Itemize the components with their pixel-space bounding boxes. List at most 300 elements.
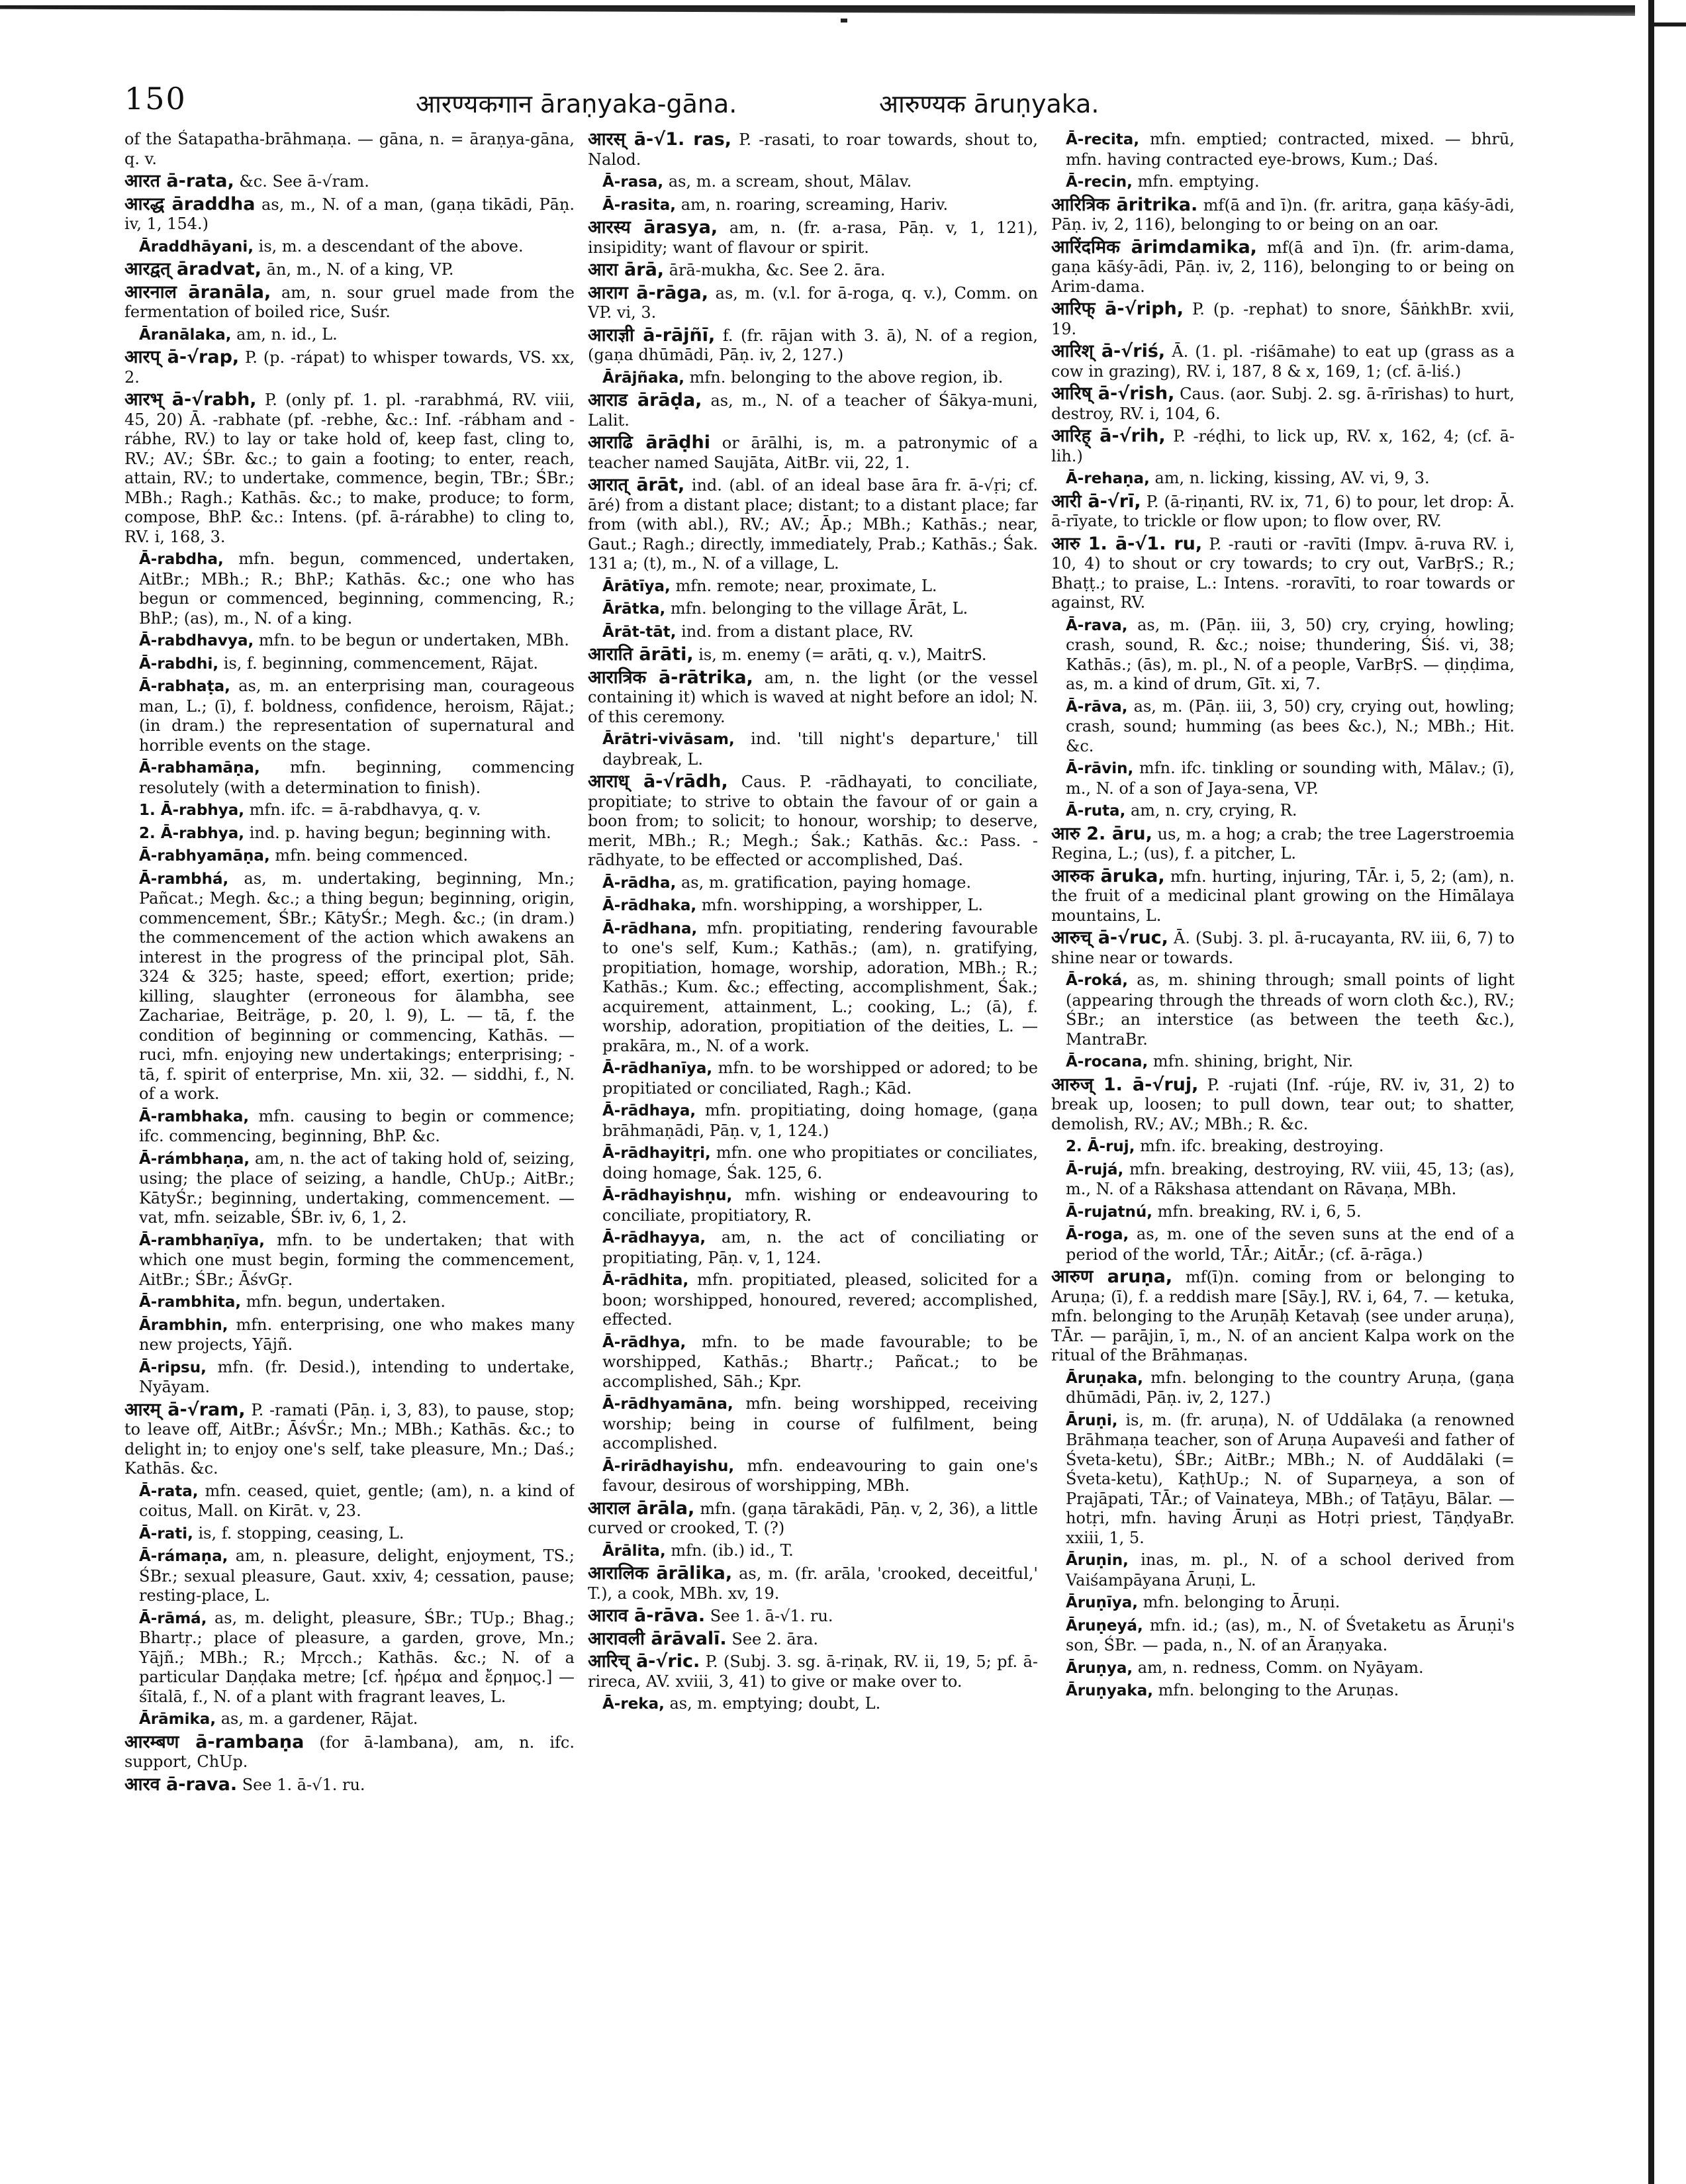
entry-definition: P. -rasati, to roar towards, shout to, Nalod. (588, 130, 1038, 169)
dictionary-subentry (1051, 130, 1515, 169)
entry-headword: Ā-rasita, (602, 196, 677, 214)
entry-definition: as, m., N. of a man, (gaṇa tikādi, Pāṇ. iv, 1, 154.) (124, 195, 575, 233)
entry-definition: mf(ā and ī)n. (fr. aritra, gaṇa kāśy-ādi, Pāṇ. iv, 2, 116), belonging to or being on an oar. (1051, 195, 1515, 234)
entry-headword: Āruṇin, (1066, 1552, 1129, 1569)
entry-definition: is, f. beginning, commencement, Rājat. (223, 653, 539, 673)
entry-definition: mfn. wishing or endeavouring to conciliate, propitiatory, R. (602, 1186, 1038, 1225)
entry-headword: Ā-rasa, (602, 173, 664, 191)
entry-headword: Ā-rabhyamāṇa, (139, 847, 270, 865)
running-head-right: आरुण्यक āruṇyaka. (879, 89, 1100, 119)
entry-definition: Caus. P. -rādhayati, to conciliate, propitiate; to strive to obtain the favour of or gain a boon from; to solicit; to honour, worship; to deserve, merit, MBh.; R.; Megh.; Śak.; Kathās. &c.: Pass. -rādhyate, to be effected or accomplished, Daś. (588, 773, 1038, 869)
entry-headword: Ā-rambhaṇīya, (139, 1231, 265, 1249)
entry-headword: आराति ārāti, (588, 644, 694, 665)
entry-definition: mfn. being commenced. (275, 846, 469, 865)
entry-headword: Ā-rabhamāṇa, (139, 759, 260, 777)
entry-definition: P. -rujati (Inf. -rúje, RV. iv, 31, 2) to break up, loosen; to pull down, tear out; to shatter, demolish, RV.; AV.; MBh.; R. &c. (1051, 1075, 1515, 1133)
entry-headword: Ārājñaka, (602, 369, 684, 387)
entry-headword: Ā-rāvin, (1066, 760, 1134, 777)
entry-headword: Ā-rādhanīya, (602, 1060, 713, 1077)
entry-definition: am, n. the act of taking hold of, seizing, using; the place of seizing, a handle, ChUp.; AitBr.; KātyŚr.; beginning, undertaking, commencement. — vat, mfn. seizable, ŚBr. iv, 6, 1, 2. (139, 1149, 575, 1227)
entry-definition: as, m. a scream, shout, Mālav. (668, 172, 912, 191)
dictionary-subentry (1051, 759, 1515, 798)
entry-definition: am, n. cry, crying, R. (1130, 801, 1297, 820)
entry-definition: mfn. (gaṇa tārakādi, Pāṇ. v, 2, 36), a little curved or crooked, T. (?) (588, 1499, 1038, 1537)
page-header (124, 78, 1614, 124)
entry-headword: आरी ā-√rī, (1051, 491, 1141, 512)
entry-headword: Ā-reka, (602, 1695, 665, 1713)
column-middle (588, 130, 1038, 2156)
running-head-left: आरण्यकगान āraṇyaka-gāna. (416, 89, 737, 119)
entry-definition: See 1. ā-√1. ru. (242, 1775, 365, 1794)
entry-headword: आरिश् ā-√riś, (1051, 341, 1166, 361)
dictionary-entry (124, 171, 575, 192)
dictionary-subentry (1051, 1137, 1515, 1157)
entry-definition: mfn. ifc. tinkling or sounding with, Mālav.; (ī), m., N. of a son of Jaya-sena, VP. (1066, 759, 1515, 798)
entry-headword: आरात्रिक ā-rātrika, (588, 667, 753, 688)
entry-definition: of the Śatapatha-brāhmaṇa. — gāna, n. = āraṇya-gāna, q. v. (124, 130, 575, 168)
entry-headword: Ā-recita, (1066, 131, 1140, 148)
dictionary-subentry (124, 1231, 575, 1290)
entry-headword: Ā-rehaṇa, (1066, 470, 1150, 487)
dictionary-entry (588, 475, 1038, 574)
entry-headword: Ā-rujá, (1066, 1161, 1124, 1178)
dictionary-subentry (588, 195, 1038, 216)
entry-definition: as, m. one of the seven suns at the end of a period of the world, TĀr.; AitĀr.; (cf. ā-rāga.) (1066, 1225, 1515, 1264)
entry-definition: as, m. (fr. arāla, 'crooked, deceitful,' T.), a cook, MBh. xv, 19. (588, 1564, 1038, 1603)
dictionary-subentry (124, 824, 575, 844)
entry-headword: आरव ā-rava. (124, 1774, 238, 1795)
column-right (1051, 130, 1515, 2156)
dictionary-entry (588, 433, 1038, 473)
entry-definition: mf(ā and ī)n. (fr. arim-dama, gaṇa kāśy-ādi, Pāṇ. iv, 2, 116), belonging to or being on Arim-dama. (1051, 238, 1515, 296)
entry-definition: mfn. begun, undertaken. (246, 1292, 445, 1311)
dictionary-subentry (588, 1186, 1038, 1225)
entry-headword: Āruṇaka, (1066, 1369, 1143, 1387)
dictionary-subentry (124, 1292, 575, 1313)
entry-definition: Ā. (Subj. 3. pl. ā-rucayanta, RV. iii, 6, 7) to shine near or towards. (1051, 929, 1515, 967)
entry-definition: is, m. (fr. aruṇa), N. of Uddālaka (a renowned Brāhmaṇa teacher, son of Aruṇa Aupaveśi and father of Śveta-ketu), ŚBr.; AitBr.; MBh.; N. of Auddālaki (= Śveta-ketu), KaṭhUp.; N. of Suparṇeya, a son of Prajāpati, TĀr.; of Vainateya, MBh.; of Taṭāyu, Bālar. — hotṛi, mfn. having Āruṇi as Hotṛi priest, TāṇḍyaBr. xxiii, 1, 5. (1066, 1410, 1515, 1547)
dictionary-entry (1051, 384, 1515, 424)
entry-headword: Ārālita, (602, 1542, 666, 1560)
entry-definition: as, m. emptying; doubt, L. (669, 1694, 881, 1713)
dictionary-subentry (124, 869, 575, 1104)
page-number: 150 (124, 81, 187, 117)
dictionary-subentry (124, 631, 575, 651)
dictionary-entry (1051, 867, 1515, 926)
entry-definition: mfn. to be begun or undertaken, MBh. (258, 631, 569, 649)
entry-definition: mfn. causing to begin or commence; ifc. commencing, beginning, BhP. &c. (139, 1106, 575, 1145)
dictionary-entry (1051, 426, 1515, 466)
dictionary-subentry (1051, 1052, 1515, 1072)
entry-headword: आराव ā-rāva. (588, 1605, 706, 1626)
entry-headword: आरिच् ā-√ric. (588, 1651, 700, 1672)
dictionary-subentry (124, 758, 575, 798)
dictionary-entry (1051, 195, 1515, 235)
dictionary-entry (588, 391, 1038, 430)
entry-headword: Ārāmika, (139, 1711, 216, 1728)
entry-definition: ind. 'till night's departure,' till daybreak, L. (602, 730, 1038, 769)
dictionary-subentry (588, 1694, 1038, 1715)
entry-definition: mfn. belonging to the Aruṇas. (1158, 1681, 1399, 1699)
entry-definition: am, n. id., L. (236, 324, 338, 344)
dictionary-subentry (1051, 1593, 1515, 1613)
entry-definition: ind. from a distant place, RV. (681, 622, 914, 641)
entry-headword: आरभ् ā-√rabh, (124, 389, 257, 410)
entry-headword: Ā-rādhya, (602, 1333, 686, 1351)
entry-headword: Āraddhāyani, (139, 238, 254, 256)
dictionary-subentry (588, 1333, 1038, 1392)
dictionary-subentry (124, 846, 575, 867)
entry-definition: mfn. begun, commenced, undertaken, AitBr.; MBh.; R.; BhP.; Kathās. &c.; one who has begun or commenced, beginning, commencing, R.; BhP.; (as), m., N. of a king. (139, 549, 575, 628)
entry-definition: ān, m., N. of a king, VP. (266, 260, 454, 279)
entry-definition: am, n. roaring, screaming, Hariv. (680, 195, 949, 214)
entry-definition: mfn. ifc. = ā-rabdhavya, q. v. (249, 800, 481, 819)
entry-definition: as, m. shining through; small points of light (appearing through the threads of worn cloth &c.), RV.; ŚBr.; an interstice (as between the teeth &c.), MantraBr. (1066, 971, 1515, 1049)
entry-headword: Ā-rādhyamāna, (602, 1396, 733, 1413)
dictionary-subentry (588, 1456, 1038, 1496)
entry-headword: आरित्रिक āritrika. (1051, 194, 1198, 215)
entry-headword: Āranālaka, (139, 326, 232, 344)
entry-headword: Ā-roga, (1066, 1226, 1129, 1243)
entry-definition: as, m. gratification, paying homage. (680, 873, 972, 892)
entry-definition: mfn. breaking, RV. i, 6, 5. (1157, 1202, 1362, 1221)
entry-headword: Ārātka, (602, 600, 666, 618)
dictionary-entry (588, 283, 1038, 323)
entry-headword: Ā-rambhá, (139, 870, 229, 888)
entry-definition: P. (Subj. 3. sg. ā-riṇak, RV. ii, 19, 5; pf. ā-rireca, AV. xviii, 3, 41) to give or make over to. (588, 1652, 1038, 1691)
entry-headword: 2. Ā-ruj, (1066, 1138, 1135, 1155)
top-border-rule (0, 5, 1635, 16)
dictionary-subentry (588, 368, 1038, 389)
entry-headword: आरिंदमिक ārimdamika, (1051, 236, 1257, 258)
dictionary-entry (124, 1733, 575, 1772)
entry-headword: आरिफ् ā-√riph, (1051, 299, 1184, 319)
entry-headword: Ā-rādhaya, (602, 1102, 696, 1119)
dictionary-subentry (588, 896, 1038, 916)
entry-definition: am, n. sour gruel made from the fermentation of boiled rice, Suśr. (124, 283, 575, 321)
entry-definition: mfn. propitiated, pleased, solicited for a boon; worshipped, honoured, revered; accomplished, effected. (602, 1270, 1038, 1329)
entry-headword: Āruṇeyá, (1066, 1617, 1143, 1635)
entry-headword: Ā-rādhayya, (602, 1229, 706, 1247)
entry-definition: as, m. (Pāṇ. iii, 3, 50) cry, crying, howling; crash, sound, R. &c.; noise; thundering, Śiś. vi, 38; Kathās.; (ās), m. pl., N. of a people, VarBṛS. — ḍiṇḍima, as, m. a kind of drum, Gīt. xi, 7. (1066, 615, 1515, 693)
dictionary-subentry (124, 800, 575, 821)
entry-definition: P. -ramati (Pāṇ. i, 3, 83), to pause, stop; to leave off, AitBr.; ĀśvŚr.; Mn.; MBh.; Kathās. &c.; to delight in; to enjoy one's self, take pleasure, Mn.; Daś.; Kathās. &c. (124, 1400, 575, 1478)
entry-definition: mfn. emptying. (1137, 172, 1260, 191)
dictionary-entry (588, 1652, 1038, 1691)
entry-headword: आरस् ā-√1. ras, (588, 130, 732, 150)
dictionary-entry (1051, 238, 1515, 297)
dictionary-entry (588, 1629, 1038, 1650)
entry-definition: as, m. delight, pleasure, ŚBr.; TUp.; Bhag.; Bhartṛ.; place of pleasure, a garden, grove, Mn.; Yājñ.; MBh.; R.; Mṛcch.; Kathās. &c.; N. of a particular Daṇḍaka metre; [cf. ἠρέμα and ἔρημος.] — śītalā, f., N. of a plant with fragrant leaves, L. (139, 1608, 575, 1706)
dictionary-subentry (124, 1609, 575, 1707)
entry-headword: Āruṇi, (1066, 1411, 1118, 1429)
dictionary-subentry (588, 599, 1038, 620)
entry-definition: am, n. redness, Comm. on Nyāyam. (1137, 1658, 1424, 1677)
entry-definition: am, n. (fr. a-rasa, Pāṇ. v, 1, 121), insipidity; want of flavour or spirit. (588, 218, 1038, 257)
dictionary-entry (1051, 824, 1515, 864)
dictionary-continuation (124, 130, 575, 169)
entry-headword: आरु 2. āru, (1051, 823, 1152, 844)
entry-definition: mfn. shining, bright, Nir. (1152, 1052, 1354, 1070)
entry-definition: mfn. to be made favourable; to be worshipped, Kathās.; Bhartṛ.; Pañcat.; to be accomplished, Sāh.; Kpr. (602, 1332, 1038, 1391)
entry-definition: mfn. breaking, destroying, RV. viii, 45, 13; (as), m., N. of a Rākshasa attendant on Rāvaṇa, MBh. (1066, 1159, 1515, 1198)
entry-headword: Ā-rādhaka, (602, 897, 697, 914)
entry-definition: P. -rauti or -ravīti (Impv. ā-ruva RV. i, 10, 4) to shout or cry towards; to cry out, VarBṛS.; R.; Bhaṭṭ.; to praise, L.: Intens. -roravīti, to roar towards or against, RV. (1051, 534, 1515, 612)
dictionary-entry (124, 195, 575, 234)
entry-definition: as, m. a gardener, Rājat. (220, 1709, 418, 1728)
entry-definition: ind. (abl. of an ideal base āra fr. ā-√ṛi; cf. āré) from a distant place; distant; to a distant place; far from (with abl.), RV.; AV.; Āp.; MBh.; Kathās.; near, Gaut.; Ragh.; directly, immediately, Prab.; Kathās.; Śak. 131 a; (t), m., N. of a village, L. (588, 476, 1038, 573)
dictionary-entry (588, 772, 1038, 871)
entry-headword: Ā-rāmá, (139, 1609, 207, 1627)
dictionary-subentry (124, 1358, 575, 1398)
entry-definition: mfn. to be worshipped or adored; to be propitiated or conciliated, Ragh.; Kād. (602, 1059, 1038, 1098)
dictionary-subentry (1051, 172, 1515, 193)
dictionary-entry (588, 668, 1038, 728)
entry-definition: us, m. a hog; a crab; the tree Lagerstroemia Regina, L.; (us), f. a pitcher, L. (1051, 824, 1515, 863)
entry-definition: P. (p. -rápat) to whisper towards, VS. xx, 2. (124, 348, 575, 387)
dictionary-entry (1051, 534, 1515, 613)
entry-definition: mfn. propitiating, doing homage, (gaṇa brāhmaṇādi, Pāṇ. v, 1, 124.) (602, 1101, 1038, 1140)
dictionary-subentry (124, 1149, 575, 1228)
entry-headword: Ā-rambhita, (139, 1294, 242, 1311)
entry-definition: mfn. endeavouring to gain one's favour, desirous of worshipping, MBh. (602, 1456, 1038, 1495)
dictionary-subentry (588, 1270, 1038, 1330)
entry-headword: Ā-rámaṇa, (139, 1548, 228, 1565)
dictionary-entry (588, 1564, 1038, 1603)
entry-headword: आरुण aruṇa, (1051, 1266, 1173, 1287)
dictionary-subentry (588, 1541, 1038, 1562)
entry-headword: Ā-rati, (139, 1525, 193, 1543)
entry-headword: Ā-rabhaṭa, (139, 678, 230, 695)
entry-definition: f. (fr. rājan with 3. ā), N. of a region, (gaṇa dhūmādi, Pāṇ. iv, 2, 127.) (588, 326, 1038, 364)
entry-definition: mfn. ifc. breaking, destroying. (1140, 1137, 1384, 1155)
dictionary-subentry (588, 1101, 1038, 1141)
entry-definition: mfn. (ib.) id., T. (671, 1541, 794, 1560)
entry-headword: आरिष् ā-√rish, (1051, 383, 1175, 404)
dictionary-subentry (1051, 1681, 1515, 1701)
entry-headword: Ā-rabdhavya, (139, 632, 254, 649)
entry-headword: Ārāt-tāt, (602, 623, 677, 641)
dictionary-subentry (1051, 616, 1515, 694)
dictionary-subentry (588, 577, 1038, 597)
dictionary-subentry (124, 1709, 575, 1730)
dictionary-entry (588, 1606, 1038, 1627)
entry-definition: See 1. ā-√1. ru. (710, 1607, 833, 1625)
entry-headword: Ā-rata, (139, 1482, 199, 1500)
entry-headword: 2. Ā-rabhya, (139, 824, 245, 842)
top-rule-mark (841, 19, 847, 23)
entry-definition: as, m. undertaking, beginning, Mn.; Pañcat.; Megh. &c.; a thing begun; beginning, origin, commencement, ŚBr.; KātyŚr.; Megh. &c.; (in dram.) the commencement of the action which awakens an interest in the progress of the principal plot, Sāh. 324 & 325; haste, speed; effort, exertion; pride; killing, slaughter (erroneous for ālambha, see Zachariae, Beiträge, p. 20, l. 9), L. — tā, f. the condition of beginning or commencing, Kathās. — ruci, mfn. enjoying new undertakings; enterprising; -tā, f. spirit of enterprise, Mn. xii, 32. — siddhi, f., N. of a work. (139, 869, 575, 1103)
dictionary-subentry (588, 172, 1038, 193)
dictionary-entry (1051, 342, 1515, 381)
entry-definition: See 2. āra. (731, 1629, 819, 1648)
dictionary-subentry (1051, 1658, 1515, 1679)
dictionary-subentry (124, 1107, 575, 1147)
entry-definition: am, n. licking, kissing, AV. vi, 9, 3. (1154, 469, 1430, 487)
entry-headword: Ārātīya, (602, 577, 671, 595)
dictionary-entry (124, 260, 575, 280)
entry-headword: आरनाल āranāla, (124, 281, 271, 303)
dictionary-subentry (124, 1546, 575, 1606)
dictionary-subentry (588, 1228, 1038, 1268)
entry-definition: as, m. an enterprising man, courageous man, L.; (ī), f. boldness, confidence, heroism, Rājat.; (in dram.) the representation of supernatural and horrible events on the stage. (139, 677, 575, 755)
entry-definition: am, n. the light (or the vessel containing it) which is waved at night before an idol; N. of this ceremony. (588, 668, 1038, 726)
entry-definition: as, m. (Pāṇ. iii, 3, 50) cry, crying out, howling; crash, sound; humming (as bees &c.), N.; MBh.; Hit. &c. (1066, 696, 1515, 755)
dictionary-entry (1051, 1267, 1515, 1366)
dictionary-entry (124, 1400, 575, 1479)
entry-definition: inas, m. pl., N. of a school derived from Vaiśampāyana Āruṇi, L. (1066, 1550, 1515, 1590)
entry-headword: आरुच् ā-√ruc, (1051, 927, 1168, 948)
entry-headword: आराज्ञी ā-rājñī, (588, 324, 716, 346)
entry-definition: as, m. (v.l. for ā-roga, q. v.), Comm. on VP. vi, 3. (588, 283, 1038, 322)
dictionary-subentry (1051, 469, 1515, 489)
dictionary-entry (588, 1499, 1038, 1539)
entry-definition: mfn. belonging to the village Ārāt, L. (670, 599, 968, 618)
dictionary-subentry (124, 237, 575, 258)
entry-headword: Āruṇyaka, (1066, 1682, 1153, 1699)
entry-headword: आरुक āruka, (1051, 865, 1165, 886)
right-border-bar (1648, 0, 1654, 2184)
entry-definition: mfn. remote; near, proximate, L. (675, 576, 937, 595)
entry-definition: P. (ā-riṇanti, RV. ix, 71, 6) to pour, let drop: Ā. ā-rīyate, to trickle or flow upon; to flow over, RV. (1051, 492, 1515, 530)
entry-definition: mfn. hurting, injuring, TĀr. i, 5, 2; (am), n. the fruit of a medicinal plant growing on the Himālaya mountains, L. (1051, 867, 1515, 925)
entry-headword: आरु 1. ā-√1. ru, (1051, 533, 1203, 554)
dictionary-entry (1051, 928, 1515, 968)
entry-headword: Ā-rādhana, (602, 920, 698, 937)
entry-definition: P. (p. -rephat) to snore, ŚāṅkhBr. xvii, 19. (1051, 300, 1515, 338)
dictionary-entry (588, 260, 1038, 281)
dictionary-subentry (1051, 1160, 1515, 1200)
dictionary-subentry (124, 549, 575, 628)
dictionary-subentry (1051, 1368, 1515, 1408)
dictionary-subentry (588, 622, 1038, 643)
entry-headword: Ā-ruta, (1066, 802, 1126, 820)
entry-headword: Āruṇya, (1066, 1659, 1133, 1677)
entry-definition: am, n. pleasure, delight, enjoyment, TS.; ŚBr.; sexual pleasure, Gaut. xxiv, 4; cessation, pause; resting-place, L. (139, 1546, 575, 1605)
dictionary-subentry (1051, 1616, 1515, 1656)
entry-definition: &c. See ā-√ram. (239, 172, 369, 191)
entry-definition: ind. p. having begun; beginning with. (249, 823, 551, 842)
entry-headword: आराध् ā-√rādh, (588, 771, 728, 792)
entry-headword: आरालिक ārālika, (588, 1563, 733, 1584)
entry-headword: Ā-rabdhi, (139, 655, 219, 673)
entry-headword: आराड ārāḍa, (588, 390, 702, 410)
dictionary-subentry (588, 919, 1038, 1057)
dictionary-subentry (124, 325, 575, 346)
entry-headword: Ā-roká, (1066, 972, 1129, 989)
dictionary-entry (1051, 299, 1515, 339)
entry-definition: mfn. id.; (as), m., N. of Śvetaketu as Āruṇi's son, ŚBr. — pada, n., N. of an Āraṇyaka. (1066, 1615, 1515, 1654)
entry-headword: आरस्य ārasya, (588, 217, 718, 238)
entry-headword: Ā-rādha, (602, 874, 677, 892)
dictionary-subentry (1051, 971, 1515, 1049)
entry-headword: आरद्ध āraddha (124, 193, 256, 214)
dictionary-subentry (124, 1315, 575, 1355)
entry-definition: or ārālhi, is, m. a patronymic of a teacher named Saujāta, AitBr. vii, 22, 1. (588, 434, 1038, 472)
entry-definition: as, m., N. of a teacher of Śākya-muni, Lalit. (588, 391, 1038, 430)
dictionary-subentry (588, 1143, 1038, 1183)
entry-headword: Ā-rirādhayishu, (602, 1457, 735, 1475)
entry-headword: आरत ā-rata, (124, 171, 234, 191)
column-left (124, 130, 575, 2156)
dictionary-entry (588, 218, 1038, 258)
entry-headword: आरुज् 1. ā-√ruj, (1051, 1074, 1199, 1095)
entry-headword: Ā-rujatnú, (1066, 1203, 1152, 1221)
entry-definition: mfn. emptied; contracted, mixed. — bhrū, mfn. having contracted eye-brows, Kum.; Daś. (1066, 130, 1515, 169)
entry-headword: आरप् ā-√rap, (124, 347, 240, 367)
entry-headword: Ā-rava, (1066, 616, 1128, 634)
dictionary-subentry (124, 654, 575, 675)
entry-definition: mfn. ceased, quiet, gentle; (am), n. a kind of coitus, Mall. on Kirāt. v, 23. (139, 1481, 575, 1520)
entry-headword: Ā-rāva, (1066, 698, 1128, 716)
dictionary-subentry (588, 730, 1038, 769)
entry-definition: mfn. belonging to Āruṇi. (1143, 1593, 1340, 1611)
entry-headword: आरम्बण ā-rambaṇa (124, 1731, 304, 1752)
entry-definition: P. -réḍhi, to lick up, RV. x, 162, 4; (cf. ā-lih.) (1051, 427, 1515, 465)
entry-headword: Ā-rámbhaṇa, (139, 1150, 250, 1168)
entry-headword: आरम् ā-√ram, (124, 1399, 246, 1420)
entry-definition: mfn. propitiating, rendering favourable to one's self, Kum.; Kathās.; (am), n. gratifying, propitiation, homage, worship, adoration, MBh.; R.; Kathās.; Kum. &c.; effecting, accomplishment, Śak.; acquirement, attainment, L.; cooking, L.; (ā), f. worship, adoration, propitiation of the deities, L. — prakāra, m., N. of a work. (602, 918, 1038, 1055)
dictionary-subentry (1051, 1225, 1515, 1264)
entry-headword: Āruṇīya, (1066, 1594, 1139, 1611)
entry-headword: Ā-rādhayitṛi, (602, 1145, 711, 1162)
entry-headword: Ā-rādhayishṇu, (602, 1187, 733, 1204)
dictionary-entry (588, 326, 1038, 365)
entry-headword: Ā-rādhita, (602, 1272, 689, 1289)
dictionary-subentry (124, 1524, 575, 1544)
entry-definition: am, n. the act of conciliating or propitiating, Pāṇ. v, 1, 124. (602, 1228, 1038, 1267)
right-border-tick (1654, 23, 1686, 26)
dictionary-entry (124, 283, 575, 322)
entry-headword: 1. Ā-rabhya, (139, 802, 245, 819)
entry-headword: Ā-ripsu, (139, 1358, 207, 1376)
dictionary-entry (1051, 1075, 1515, 1135)
entry-definition: mfn. to be undertaken; that with which one must begin, forming the commencement, AitBr.; ŚBr.; ĀśvGṛ. (139, 1230, 575, 1289)
dictionary-subentry (1051, 1202, 1515, 1223)
dictionary-entry (588, 645, 1038, 665)
entry-definition: mfn. being worshipped, receiving worship; being in course of fulfilment, being accomplished. (602, 1394, 1038, 1452)
entry-headword: आरद्वत् āradvat, (124, 259, 262, 279)
entry-headword: आराल ārāla, (588, 1497, 695, 1519)
dictionary-subentry (588, 873, 1038, 894)
dictionary-subentry (124, 1482, 575, 1521)
dictionary-subentry (1051, 1411, 1515, 1548)
dictionary-entry (124, 1775, 575, 1795)
entry-definition: (for ā-lambana), am, n. ifc. support, ChUp. (124, 1733, 575, 1771)
entry-headword: आरात् ārāt, (588, 475, 685, 495)
entry-definition: mfn. (fr. Desid.), intending to undertake, Nyāyam. (139, 1357, 575, 1396)
entry-headword: Ā-recin, (1066, 173, 1133, 191)
dictionary-subentry (124, 677, 575, 755)
entry-headword: आरावली ārāvalī. (588, 1628, 727, 1649)
dictionary-entry (124, 390, 575, 547)
entry-definition: Ā. (1. pl. -riśāmahe) to eat up (grass as a cow in grazing), RV. i, 187, 8 & x, 169, 1; (cf. ā-liś.) (1051, 342, 1515, 381)
entry-definition: mf(ī)n. coming from or belonging to Aruṇa; (ī), f. a reddish mare [Sāy.], RV. i, 64, 7. — ketuka, mfn. belonging to the Aruṇāḥ Ketavaḥ (see under aruṇa), TĀr. — parājin, ī, m., N. of an ancient Kalpa work on the ritual of the Brāhmaṇas. (1051, 1268, 1515, 1364)
entry-definition: Caus. (aor. Subj. 2. sg. ā-rīrishas) to hurt, destroy, RV. i, 104, 6. (1051, 385, 1515, 423)
entry-headword: Ārātri-vivāsam, (602, 731, 735, 748)
entry-definition: is, f. stopping, ceasing, L. (198, 1523, 404, 1543)
entry-headword: Ā-rocana, (1066, 1053, 1148, 1070)
dictionary-entry (1051, 492, 1515, 532)
entry-definition: is, m. a descendant of the above. (258, 236, 524, 256)
entry-definition: mfn. one who propitiates or conciliates, doing homage, Śak. 125, 6. (602, 1143, 1038, 1182)
entry-definition: mfn. beginning, commencing resolutely (with a determination to finish). (139, 758, 575, 797)
entry-definition: is, m. enemy (= arāti, q. v.), MaitrS. (698, 645, 987, 664)
entry-definition: ārā-mukha, &c. See 2. āra. (669, 261, 886, 279)
entry-headword: आरिह् ā-√rih, (1051, 426, 1166, 446)
entry-definition: mfn. belonging to the country Aruṇa, (gaṇa dhūmādi, Pāṇ. iv, 2, 127.) (1066, 1368, 1515, 1407)
entry-headword: आरा ārā, (588, 260, 665, 280)
